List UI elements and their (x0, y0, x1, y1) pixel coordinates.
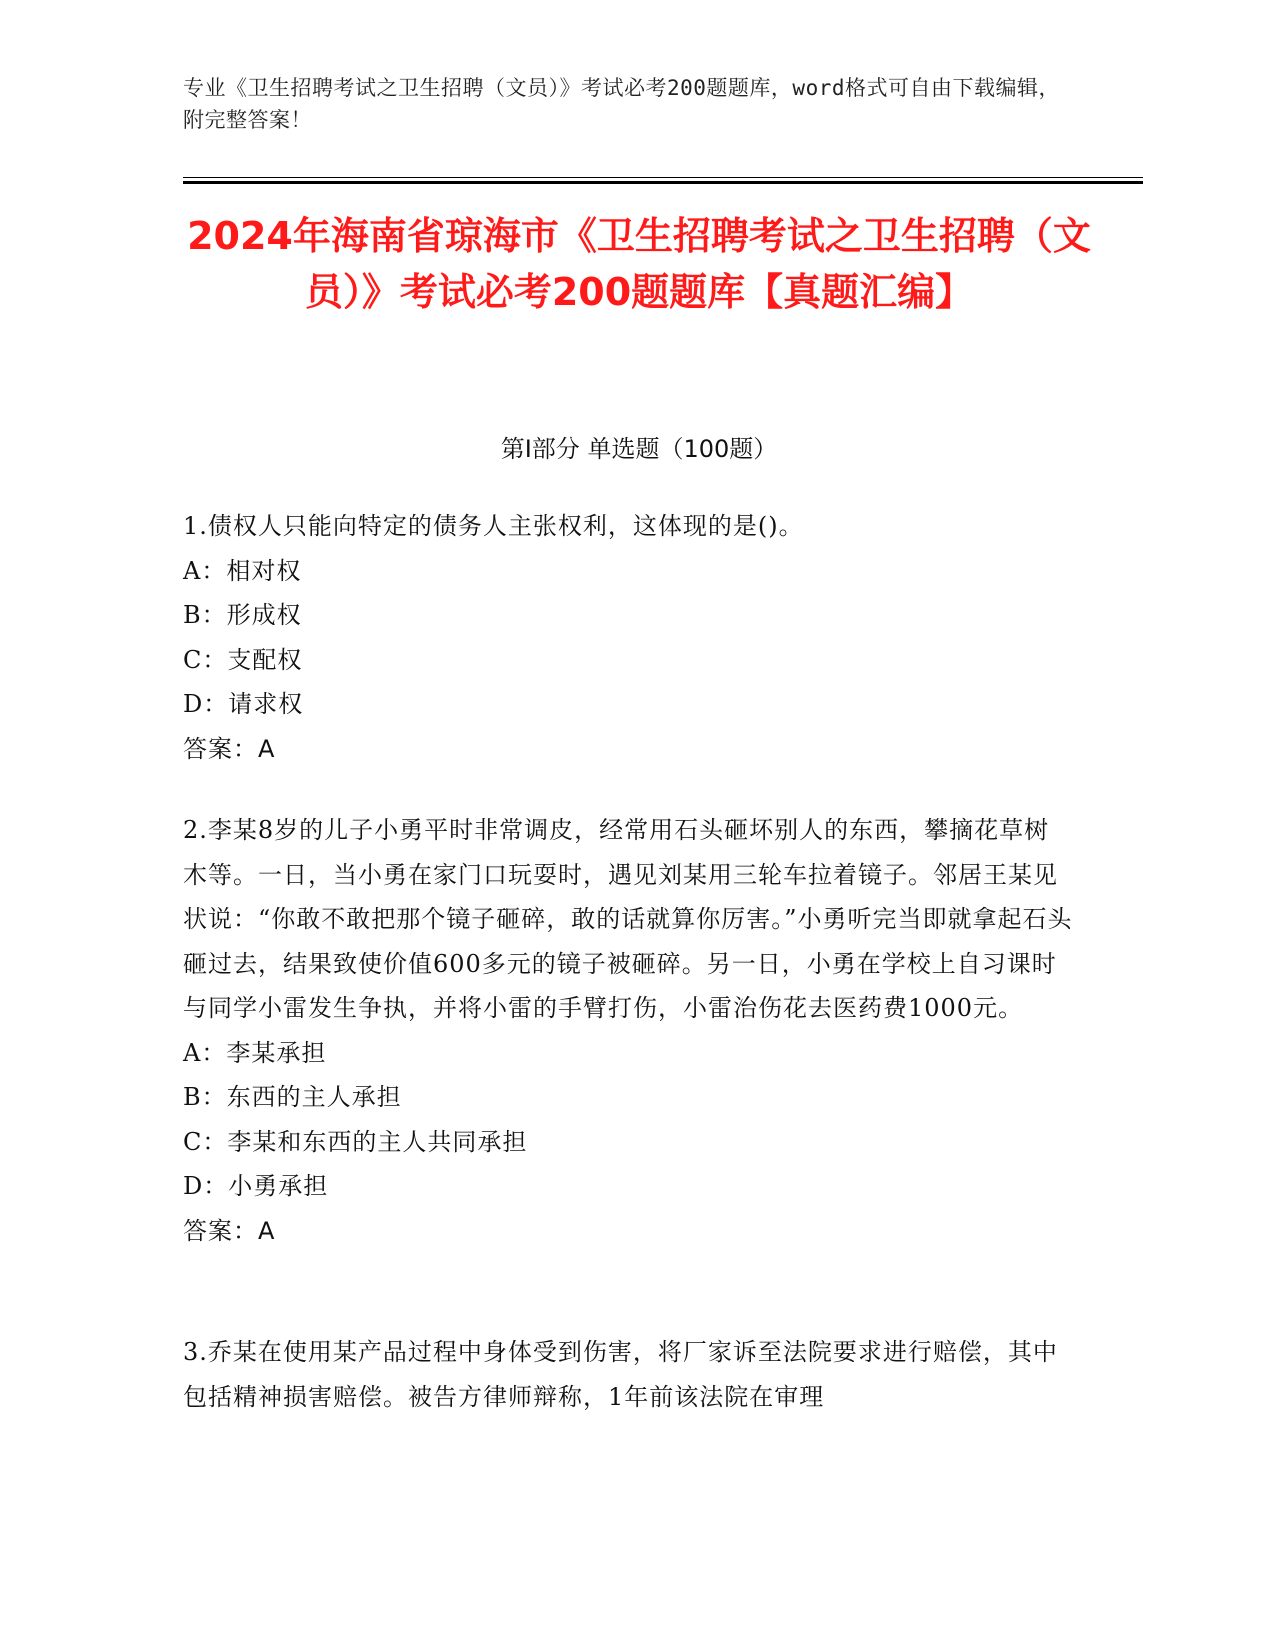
option-c: C：李某和东西的主人共同承担 (183, 1127, 528, 1156)
option-a: A：李某承担 (183, 1038, 327, 1067)
question-1 (183, 504, 1073, 771)
answer: 答案：A (183, 734, 276, 763)
question-3 (183, 1330, 1073, 1419)
header-note: 专业《卫生招聘考试之卫生招聘（文员）》考试必考200题题库，word格式可自由下载编辑，附完整答案！ (183, 76, 1060, 132)
option-a: A：相对权 (183, 556, 302, 585)
header-divider-thick (183, 181, 1143, 184)
section-title: 第I部分 单选题（100题） (500, 435, 778, 463)
option-d: D：小勇承担 (183, 1172, 329, 1200)
question-stem: 2.李某8岁的儿子小勇平时非常调皮，经常用石头砸坏别人的东西，攀摘花草树木等。一日，当小勇在家门口玩耍时，遇见刘某用三轮车拉着镜子。邻居王某见状说：“你敢不敢把那个镜子砸碎，敢的话就算你厉害。”小勇听完当即就拿起石头砸过去，结果致使价值600多元的镜子被砸碎。另一日，小勇在学校上自习课时与同学小雷发生争执，并将小雷的手臂打伤，小雷治伤花去医药费1000元。 (183, 816, 1073, 1022)
question-stem: 3.乔某在使用某产品过程中身体受到伤害，将厂家诉至法院要求进行赔偿，其中包括精神损害赔偿。被告方律师辩称，1年前该法院在审理 (183, 1338, 1058, 1411)
option-c: C：支配权 (183, 645, 303, 674)
option-b: B：形成权 (183, 601, 302, 629)
document-title: 2024年海南省琼海市《卫生招聘考试之卫生招聘（文员）》考试必考200题题库【真题汇编】 (187, 214, 1091, 314)
answer: 答案：A (183, 1216, 276, 1245)
option-d: D：请求权 (183, 690, 304, 718)
question-stem: 1.债权人只能向特定的债务人主张权利，这体现的是()。 (183, 512, 804, 540)
question-2 (183, 808, 1073, 1253)
option-b: B：东西的主人承担 (183, 1083, 402, 1111)
header-divider-thin (183, 177, 1143, 178)
